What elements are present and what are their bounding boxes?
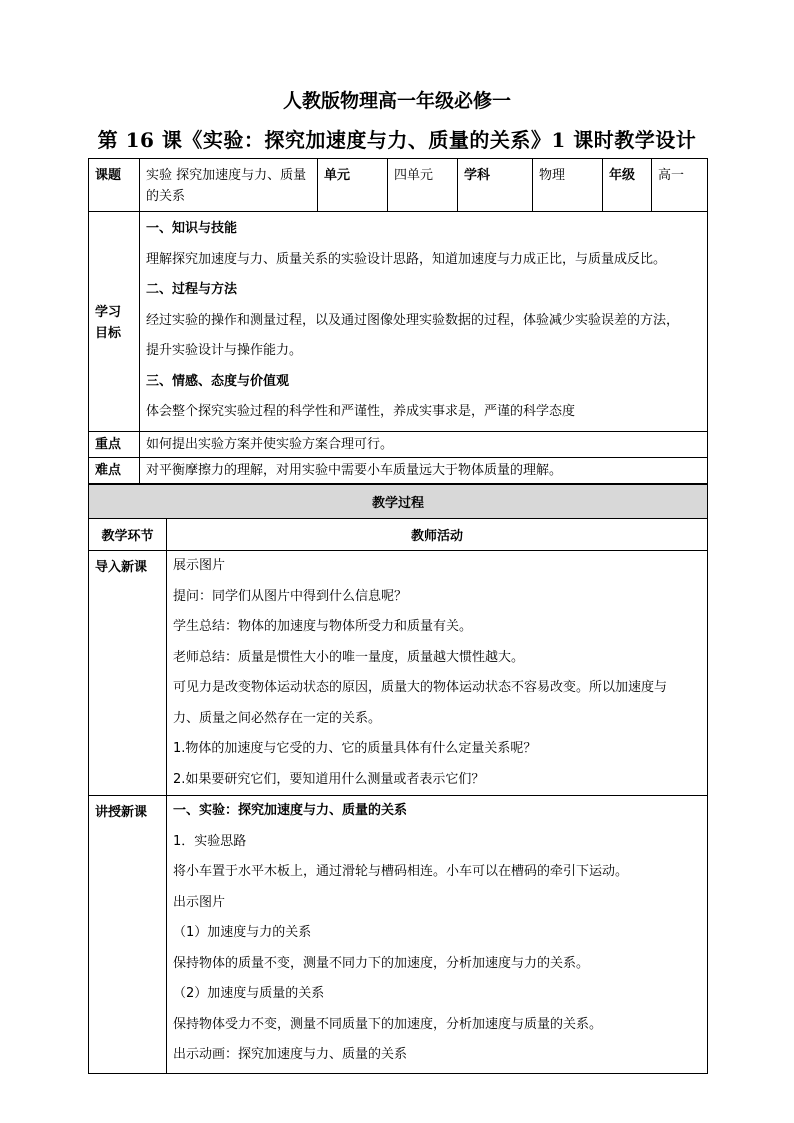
objective-heading-1: 一、知识与技能 [146,221,238,236]
objective-heading-2: 二、过程与方法 [146,282,238,297]
subject-label: 学科 [458,159,533,212]
lecture-line: 保持物体的质量不变，测量不同力下的加速度，分析加速度与力的关系。 [173,955,590,971]
lecture-line: （1）加速度与力的关系 [173,925,312,940]
unit-label: 单元 [318,159,388,212]
objective-line: 体会整个探究实验过程的科学性和严谨性，养成实事求是，严谨的科学态度 [146,404,576,419]
column-teacher-header: 教师活动 [167,519,708,551]
lecture-content [167,796,708,1074]
intro-line: 学生总结：物体的加速度与物体所受力和质量有关。 [173,619,473,634]
lecture-line: 保持物体受力不变，测量不同质量下的加速度，分析加速度与质量的关系。 [173,1016,603,1032]
grade-label: 年级 [603,159,652,212]
process-heading: 教学过程 [89,485,708,519]
intro-line: 2.如果要研究它们，要知道用什么测量或者表示它们？ [173,771,485,787]
document-title: 人教版物理高一年级必修一 [282,90,511,112]
intro-content [167,551,708,796]
objectives-label-line1: 学习 [95,304,122,320]
course-label: 课题 [89,159,140,212]
lecture-label: 讲授新课 [89,796,167,1074]
lecture-line: 出示图片 [173,894,226,910]
difficulty-label: 难点 [89,458,140,484]
grade-value: 高一 [652,159,708,212]
unit-value: 四单元 [388,159,458,212]
lecture-line: （2）加速度与质量的关系 [173,986,325,1001]
objective-line: 理解探究加速度与力、质量关系的实验设计思路，知道加速度与力成正比，与质量成反比。 [146,251,667,267]
objective-line: 经过实验的操作和测量过程，以及通过图像处理实验数据的过程，体验减少实验误差的方法， [146,312,680,328]
teaching-process-table [88,484,708,1074]
intro-line: 1.物体的加速度与它受的力、它的质量具体有什么定量关系呢？ [173,741,537,756]
intro-line: 展示图片 [173,558,226,573]
intro-line: 提问：同学们从图片中得到什么信息呢？ [173,588,408,604]
objectives-label-line2: 目标 [95,325,122,341]
subject-value: 物理 [533,159,603,212]
lesson-title: 第 16 课《实验：探究加速度与力、质量的关系》1 课时教学设计 [97,128,697,152]
key-point-value: 如何提出实验方案并使实验方案合理可行。 [140,432,708,458]
objective-line: 提升实验设计与操作能力。 [146,343,303,358]
difficulty-value: 对平衡摩擦力的理解，对用实验中需要小车质量远大于物体质量的理解。 [140,458,708,484]
lesson-info-table [88,158,708,484]
objective-heading-3: 三、情感、态度与价值观 [146,373,290,389]
intro-label: 导入新课 [89,551,167,796]
lecture-heading: 一、实验：探究加速度与力、质量的关系 [173,803,408,818]
key-point-label: 重点 [89,432,140,458]
intro-line: 老师总结：质量是惯性大小的唯一量度，质量越大惯性越大。 [173,649,525,665]
intro-line: 力、质量之间必然存在一定的关系。 [173,710,382,726]
intro-line: 可见力是改变物体运动状态的原因，质量大的物体运动状态不容易改变。所以加速度与 [173,680,668,695]
objectives-content [140,212,708,432]
lecture-line: 1．实验思路 [173,833,247,849]
column-stage-header: 教学环节 [89,519,167,551]
objectives-label [89,212,140,432]
course-value: 实验 探究加速度与力、质量的关系 [140,159,318,212]
lecture-line: 出示动画：探究加速度与力、质量的关系 [173,1047,408,1062]
lecture-line: 将小车置于水平木板上，通过滑轮与槽码相连。小车可以在槽码的牵引下运动。 [173,864,629,879]
